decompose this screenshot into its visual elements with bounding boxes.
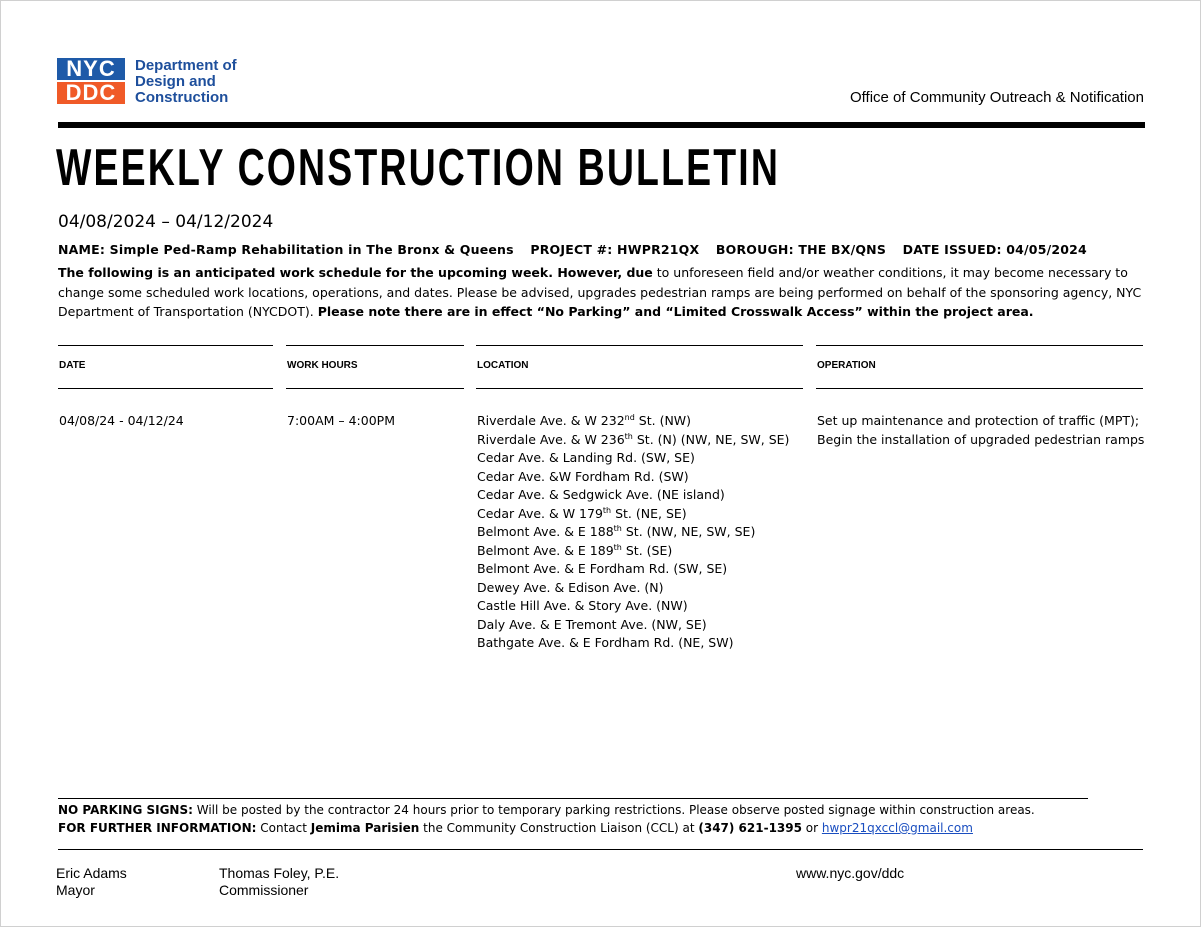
cell-operation [817, 412, 1144, 449]
mayor-block [56, 865, 127, 899]
no-parking-label: NO PARKING SIGNS: [58, 803, 193, 817]
location-item: Belmont Ave. & E 189th St. (SE) [477, 542, 673, 558]
cell-work-hours: 7:00AM – 4:00PM [287, 413, 395, 428]
location-item: Castle Hill Ave. & Story Ave. (NW) [477, 598, 688, 613]
notes-bottom-rule [58, 849, 1143, 850]
header-location: LOCATION [477, 360, 529, 371]
location-item: Belmont Ave. & E Fordham Rd. (SW, SE) [477, 561, 728, 576]
intro-paragraph [58, 263, 1148, 322]
logo-line-2: Design and [135, 73, 216, 90]
location-header-top-rule [476, 345, 803, 346]
liaison-email-link[interactable]: hwpr21qxccl@gmail.com [821, 821, 973, 835]
further-info-or: or [801, 821, 822, 835]
header-work-hours: WORK HOURS [287, 360, 358, 371]
date-issued: DATE ISSUED: 04/05/2024 [902, 242, 1087, 257]
operation-header-top-rule [816, 345, 1143, 346]
location-item: Riverdale Ave. & W 232nd St. (NW) [477, 412, 692, 428]
notes-section [58, 801, 1035, 837]
header-rule [58, 122, 1145, 128]
bulletin-title: WEEKLY CONSTRUCTION BULLETIN [56, 139, 781, 197]
location-list [477, 412, 789, 653]
location-item: Cedar Ave. & Sedgwick Ave. (NE island) [477, 487, 725, 502]
date-header-top-rule [58, 345, 273, 346]
logo-line-1: Department of [135, 57, 237, 74]
notes-top-rule [58, 798, 1088, 799]
location-header-bottom-rule [476, 388, 803, 389]
location-item: Belmont Ave. & E 188th St. (NW, NE, SW, SE) [477, 523, 756, 539]
intro-bold-1: The following is an anticipated work schedule for the upcoming week. However, due [58, 265, 653, 280]
commissioner-title: Commissioner [219, 882, 309, 898]
intro-bold-2: Please note there are in effect “No Parking” and “Limited Crosswalk Access” within the project area. [317, 304, 1034, 319]
no-parking-text: Will be posted by the contractor 24 hours prior to temporary parking restrictions. Please observe posted signage within construction areas. [192, 803, 1035, 817]
further-info-pre: Contact [256, 821, 311, 835]
operation-line-1: Set up maintenance and protection of traffic (MPT); [817, 413, 1140, 428]
project-name: NAME: Simple Ped-Ramp Rehabilitation in The Bronx & Queens [58, 242, 514, 257]
header-operation: OPERATION [817, 360, 876, 371]
hours-header-bottom-rule [286, 388, 464, 389]
office-name: Office of Community Outreach & Notification [849, 89, 1144, 106]
logo-text [135, 58, 237, 106]
website-link[interactable]: www.nyc.gov/ddc [796, 865, 905, 881]
further-info-mid: the Community Construction Liaison (CCL) at [419, 821, 699, 835]
commissioner-block [219, 865, 339, 899]
location-item: Cedar Ave. & W 179th St. (NE, SE) [477, 505, 687, 521]
ddc-logo-mark [57, 58, 125, 104]
mayor-title: Mayor [56, 882, 95, 898]
location-item: Riverdale Ave. & W 236th St. (N) (NW, NE, SW, SE) [477, 431, 790, 447]
location-item: Cedar Ave. & Landing Rd. (SW, SE) [477, 450, 695, 465]
operation-line-2: Begin the installation of upgraded pedestrian ramps [817, 431, 1145, 447]
project-number: PROJECT #: HWPR21QX [530, 242, 700, 257]
date-header-bottom-rule [58, 388, 273, 389]
further-info-label: FOR FURTHER INFORMATION: [58, 821, 257, 835]
logo-ddc: DDC [57, 82, 125, 104]
ddc-logo [57, 58, 247, 108]
operation-header-bottom-rule [816, 388, 1143, 389]
commissioner-name: Thomas Foley, P.E. [219, 865, 340, 881]
liaison-name: Jemima Parisien [310, 821, 420, 835]
project-borough: BOROUGH: THE BX/QNS [715, 242, 887, 257]
no-parking-note [58, 801, 1035, 819]
project-meta [58, 242, 1099, 257]
location-item: Bathgate Ave. & E Fordham Rd. (NE, SW) [477, 635, 734, 650]
location-item: Dewey Ave. & Edison Ave. (N) [477, 579, 664, 595]
further-info-note [58, 819, 1035, 837]
cell-date: 04/08/24 - 04/12/24 [59, 413, 184, 428]
location-item: Daly Ave. & E Tremont Ave. (NW, SE) [477, 616, 707, 632]
logo-line-3: Construction [135, 89, 229, 106]
location-item: Cedar Ave. &W Fordham Rd. (SW) [477, 468, 689, 484]
liaison-phone: (347) 621-1395 [698, 821, 802, 835]
date-range: 04/08/2024 – 04/12/2024 [58, 212, 274, 232]
mayor-name: Eric Adams [56, 865, 127, 881]
header-date: DATE [59, 360, 86, 371]
logo-nyc: NYC [57, 58, 125, 80]
hours-header-top-rule [286, 345, 464, 346]
intro-normal: to unforeseen field and/or weather conditions, it may become necessary to change some scheduled work locations, operations, and dates. Please be advised, upgrades pedestrian ramps are being performed on behalf of the sponsoring agency, NYC Department of Transportation (NYCDOT). [58, 265, 1142, 319]
